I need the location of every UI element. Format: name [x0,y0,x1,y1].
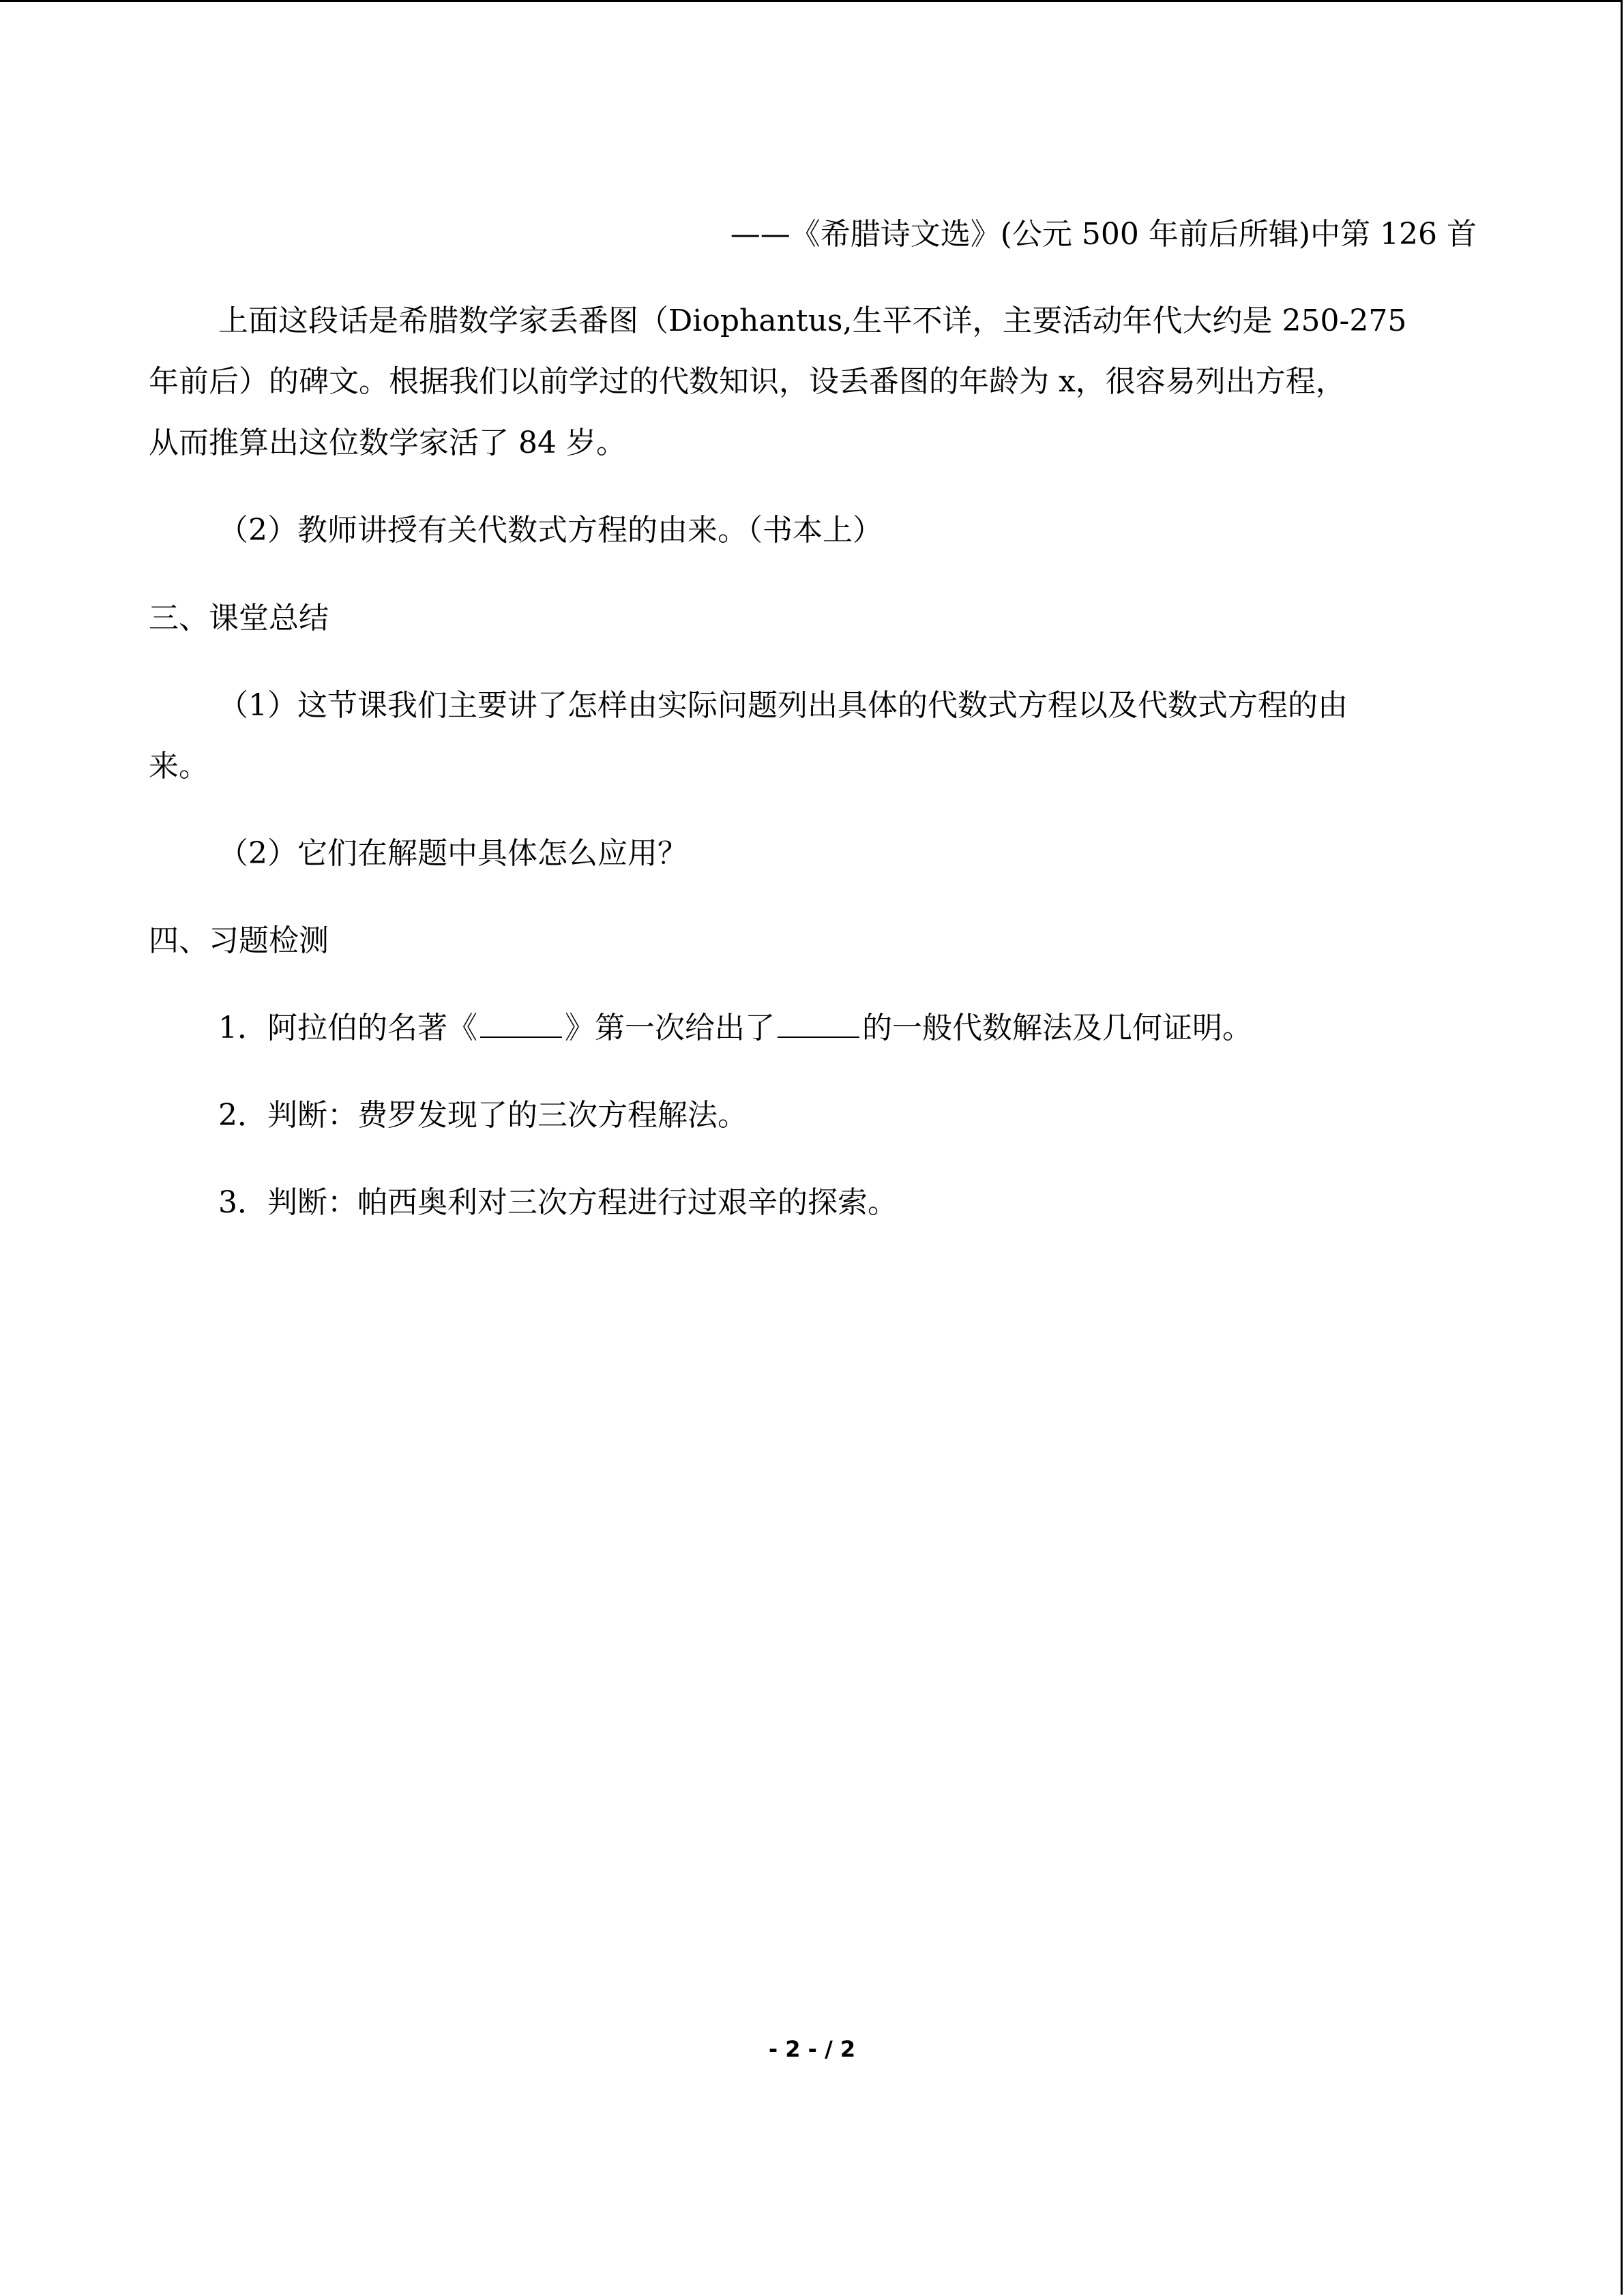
summary-point-1-line-2: 来。 [149,749,209,784]
intro-paragraph-line-2: 年前后）的碑文。根据我们以前学过的代数知识，设丢番图的年龄为 x，很容易列出方程， [149,364,1346,399]
book-title-blank [480,1009,562,1038]
question-1-text-part-1: 1．阿拉伯的名著《 [218,1011,477,1045]
exercise-question-2: 2．判断：费罗发现了的三次方程解法。 [218,1098,748,1133]
summary-point-2: （2）它们在解题中具体怎么应用？ [218,836,688,871]
intro-paragraph-line-3: 从而推算出这位数学家活了 84 岁。 [149,426,626,460]
intro-paragraph-line-1: 上面这段话是希腊数学家丢番图（Diophantus,生平不详，主要活动年代大约是 250-275 [218,303,1407,338]
teacher-note: （2）教师讲授有关代数式方程的由来。（书本上） [218,513,883,548]
section-exercises-heading: 四、习题检测 [149,923,329,958]
page-number: - 2 - / 2 [768,2036,856,2062]
equation-type-blank [778,1009,859,1038]
attribution-line: ——《希腊诗文选》(公元 500 年前后所辑)中第 126 首 [730,217,1477,252]
exercise-question-1 [218,1008,1252,1049]
question-1-text-part-3: 的一般代数解法及几何证明。 [862,1011,1252,1045]
exercise-question-3: 3．判断：帕西奥利对三次方程进行过艰辛的探索。 [218,1185,898,1220]
question-1-text-part-2: 》第一次给出了 [565,1011,775,1045]
summary-point-1-line-1: （1）这节课我们主要讲了怎样由实际问题列出具体的代数式方程以及代数式方程的由 [218,688,1348,723]
section-summary-heading: 三、课堂总结 [149,601,329,636]
